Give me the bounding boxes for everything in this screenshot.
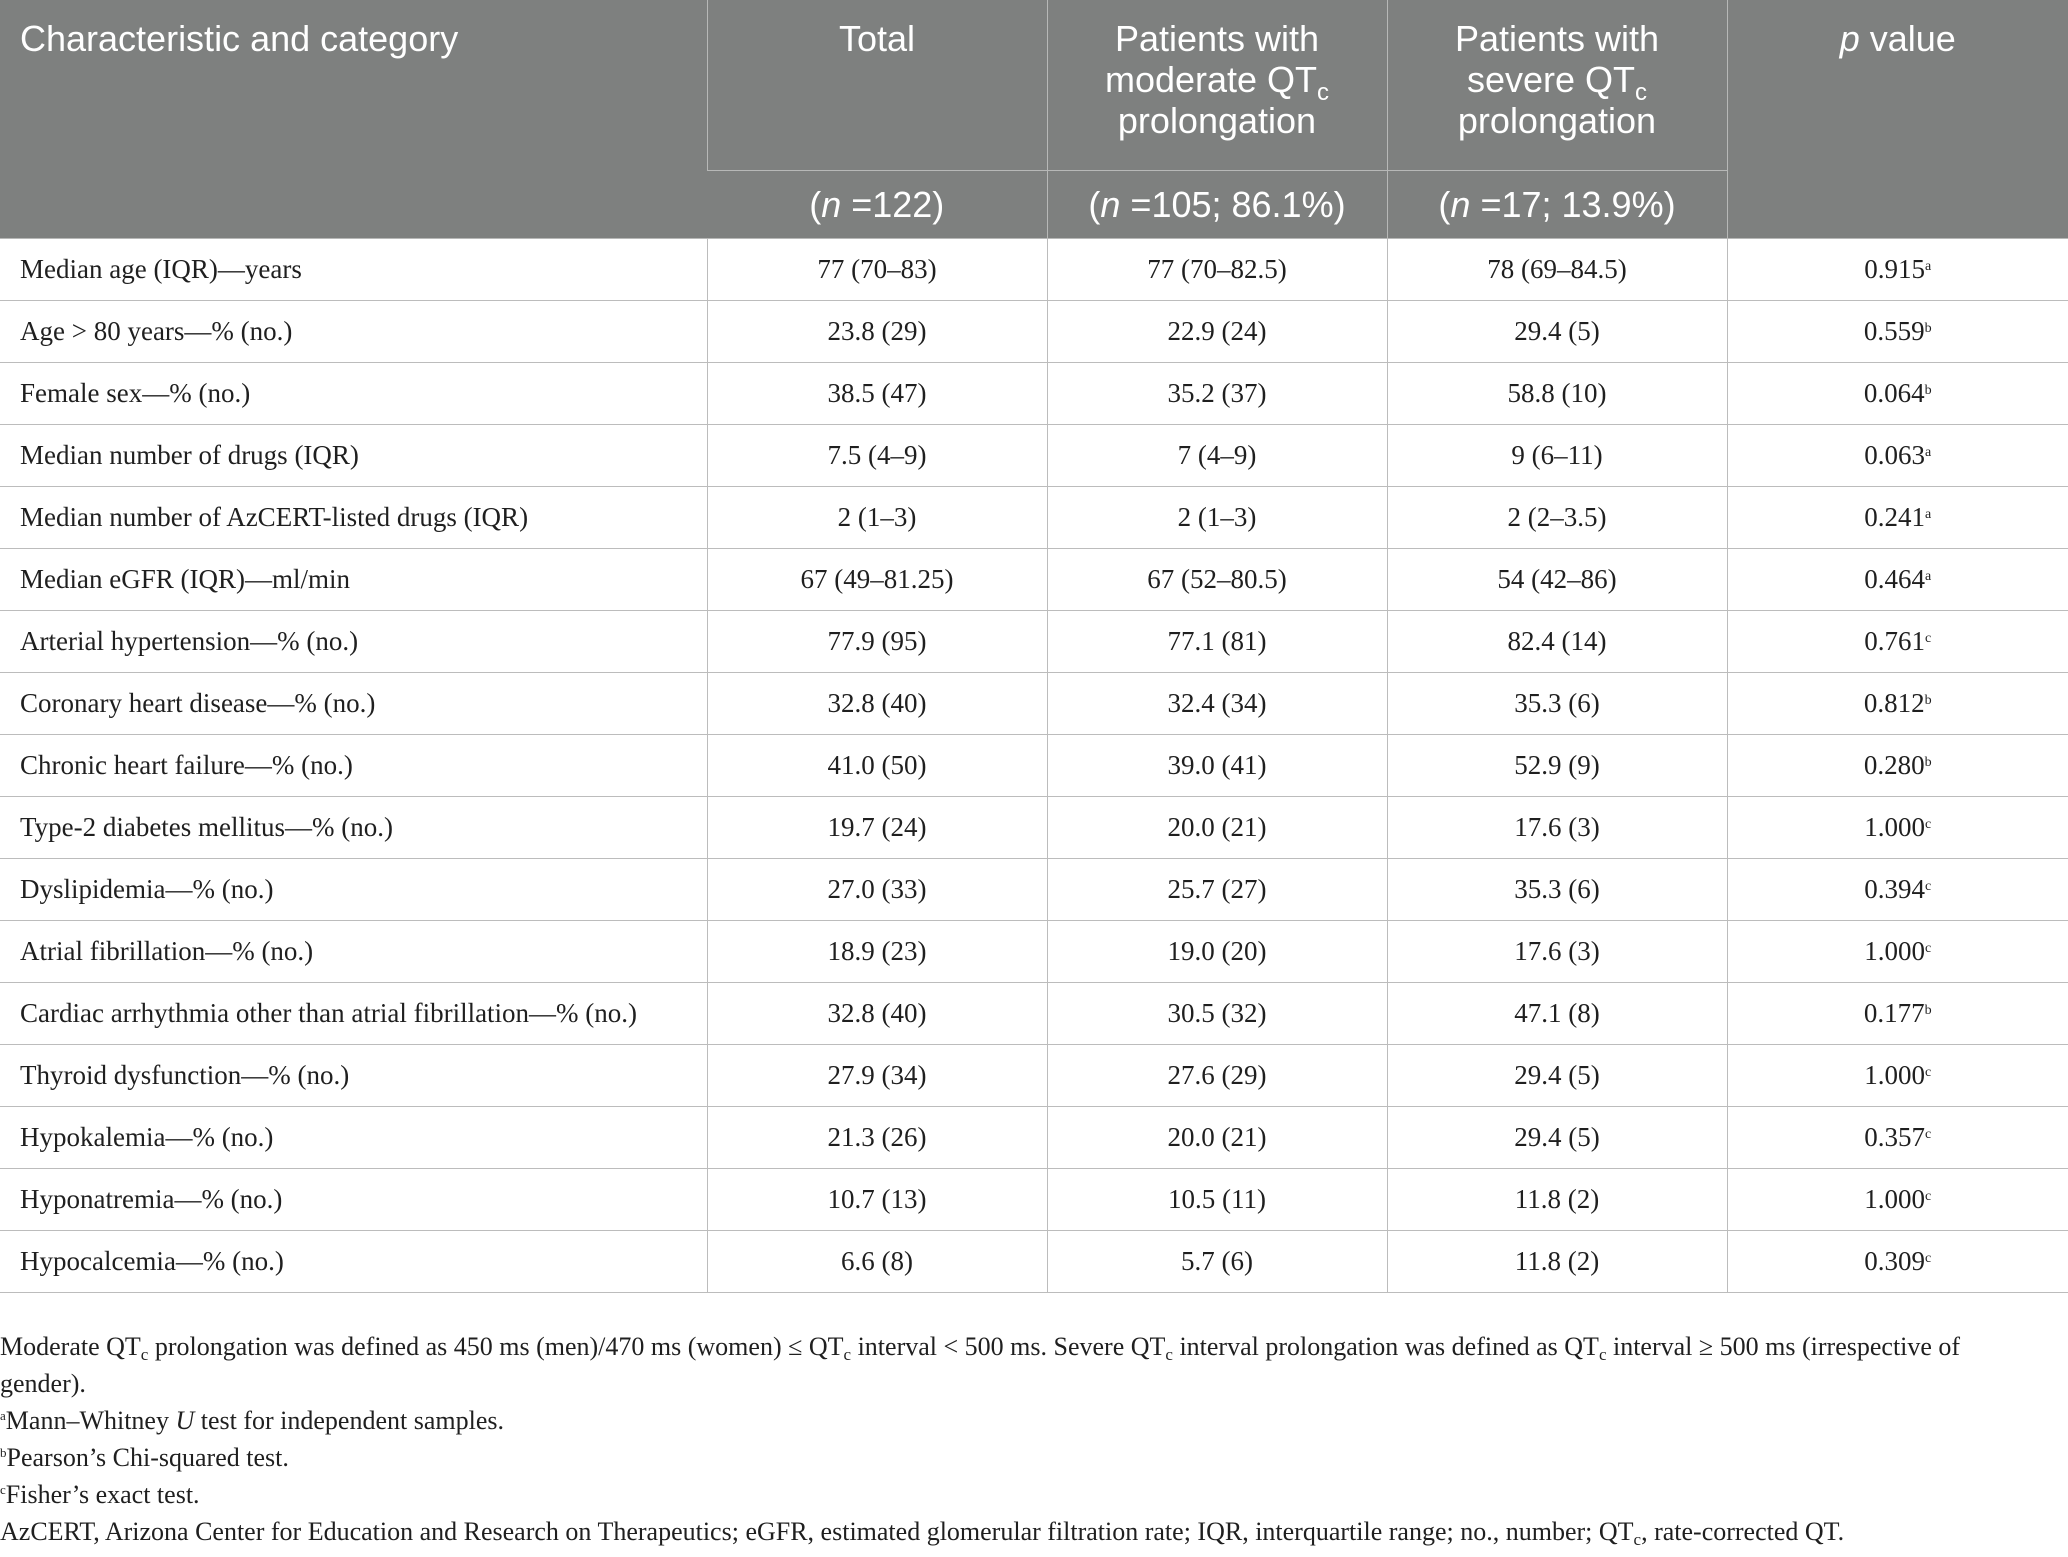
cell-severe-text: 54 (42–86) (1497, 564, 1617, 594)
cell-p-value (1727, 301, 2068, 363)
cell-severe-text: 52.9 (9) (1514, 750, 1600, 780)
cell-moderate-text: 7 (4–9) (1177, 440, 1257, 470)
header-p-rest: value (1859, 18, 1956, 59)
cell-severe (1387, 921, 1727, 983)
cell-p-value-text: 0.177 (1863, 998, 1925, 1028)
cell-total (707, 1169, 1047, 1231)
cell-severe-text: 9 (6–11) (1511, 440, 1603, 470)
def-part-1: Moderate QT (0, 1332, 141, 1361)
total-n-value: =122) (841, 184, 945, 225)
cell-total-text: 27.9 (34) (827, 1060, 927, 1090)
header-characteristic-label: Characteristic and category (20, 18, 459, 59)
cell-moderate (1047, 797, 1387, 859)
row-label (0, 921, 707, 983)
cell-p-value (1727, 363, 2068, 425)
cell-p-value-text: 1.000 (1864, 812, 1926, 842)
cell-moderate (1047, 1045, 1387, 1107)
table-row (0, 1107, 2068, 1169)
footnote-a-text: Mann–Whitney (5, 1406, 176, 1435)
header-severe-n: (n =17; 13.9%) (1387, 171, 1727, 239)
cell-p-value (1727, 797, 2068, 859)
row-label-text: Hypokalemia—% (no.) (20, 1122, 274, 1152)
row-label-text: Hypocalcemia—% (no.) (20, 1246, 284, 1276)
p-value-footnote-mark: c (1925, 941, 1932, 956)
cell-p-value (1727, 1231, 2068, 1293)
p-value-footnote-mark: a (1925, 445, 1932, 460)
cell-total-text: 2 (1–3) (837, 502, 917, 532)
row-label (0, 859, 707, 921)
cell-p-value (1727, 487, 2068, 549)
cell-severe (1387, 1107, 1727, 1169)
cell-moderate-text: 67 (52–80.5) (1147, 564, 1287, 594)
cell-p-value-text: 0.280 (1863, 750, 1925, 780)
n-italic: n (821, 184, 842, 225)
header-total (707, 0, 1047, 171)
cell-p-value (1727, 1107, 2068, 1169)
def-sub-1: c (140, 1345, 149, 1364)
cell-p-value (1727, 611, 2068, 673)
cell-total-text: 6.6 (8) (841, 1246, 913, 1276)
header-total-n: (n =122) (707, 171, 1047, 239)
cell-total-text: 18.9 (23) (827, 936, 927, 966)
cell-moderate-text: 10.5 (11) (1168, 1184, 1266, 1214)
abbrev-text-end: , rate-corrected QT. (1641, 1517, 1845, 1546)
footnote-b (0, 1439, 2050, 1476)
row-label-text: Dyslipidemia—% (no.) (20, 874, 274, 904)
footnote-a-text-end: test for independent samples. (194, 1406, 505, 1435)
p-value-footnote-mark: b (1924, 321, 1932, 336)
abbreviations-note (0, 1513, 2050, 1550)
cell-severe-text: 35.3 (6) (1514, 688, 1600, 718)
header-severe-suffix: prolongation (1457, 100, 1657, 141)
cell-total (707, 239, 1047, 301)
cell-severe (1387, 673, 1727, 735)
p-value-footnote-mark: b (1924, 383, 1932, 398)
row-label-text: Age > 80 years—% (no.) (20, 316, 293, 346)
cell-total-text: 32.8 (40) (827, 998, 927, 1028)
table-row (0, 735, 2068, 797)
cell-p-value (1727, 921, 2068, 983)
cell-moderate-text: 32.4 (34) (1167, 688, 1267, 718)
row-label-text: Median number of AzCERT-listed drugs (IQR) (20, 502, 529, 532)
row-label (0, 735, 707, 797)
cell-severe (1387, 859, 1727, 921)
cell-severe (1387, 983, 1727, 1045)
cell-p-value-text: 0.812 (1863, 688, 1925, 718)
cell-severe (1387, 301, 1727, 363)
p-value-footnote-mark: a (1925, 507, 1932, 522)
cell-severe (1387, 1169, 1727, 1231)
p-value-footnote-mark: a (1925, 569, 1932, 584)
row-label-text: Atrial fibrillation—% (no.) (20, 936, 314, 966)
header-moderate-suffix: prolongation (1117, 100, 1317, 141)
header-moderate-label: Patients with moderate QT (1104, 18, 1320, 100)
abbrev-text: AzCERT, Arizona Center for Education and Research on Therapeutics; eGFR, estimated glomerular filtration rate; IQR, interquartile range; no., number; QT (0, 1517, 1634, 1546)
cell-moderate-text: 2 (1–3) (1177, 502, 1257, 532)
cell-severe-text: 58.8 (10) (1507, 378, 1607, 408)
header-p-italic: p (1839, 18, 1860, 59)
header-severe (1387, 0, 1727, 171)
row-label (0, 301, 707, 363)
row-label-text: Thyroid dysfunction—% (no.) (20, 1060, 350, 1090)
cell-p-value-text: 0.761 (1864, 626, 1926, 656)
cell-moderate-text: 5.7 (6) (1181, 1246, 1253, 1276)
p-value-footnote-mark: a (1925, 259, 1932, 274)
row-label (0, 797, 707, 859)
cell-severe-text: 11.8 (2) (1514, 1246, 1600, 1276)
cell-total-text: 10.7 (13) (827, 1184, 927, 1214)
cell-moderate (1047, 425, 1387, 487)
cell-moderate (1047, 1169, 1387, 1231)
cell-p-value (1727, 859, 2068, 921)
cell-p-value-text: 1.000 (1864, 1184, 1926, 1214)
p-value-footnote-mark: b (1924, 1003, 1932, 1018)
footnote-a (0, 1402, 2050, 1439)
cell-total (707, 735, 1047, 797)
footnote-b-mark: b (0, 1445, 7, 1460)
header-moderate-n: (n =105; 86.1%) (1047, 171, 1387, 239)
cell-p-value (1727, 1045, 2068, 1107)
p-value-footnote-mark: c (1925, 879, 1932, 894)
abbrev-sub: c (1633, 1530, 1642, 1549)
table-row (0, 921, 2068, 983)
cell-moderate-text: 20.0 (21) (1167, 812, 1267, 842)
row-label (0, 1045, 707, 1107)
cell-total (707, 983, 1047, 1045)
header-p-value (1727, 0, 2068, 239)
p-value-footnote-mark: b (1924, 693, 1932, 708)
cell-severe-text: 78 (69–84.5) (1487, 254, 1627, 284)
cell-moderate (1047, 673, 1387, 735)
p-value-footnote-mark: c (1925, 1127, 1932, 1142)
cell-p-value-text: 0.559 (1863, 316, 1925, 346)
cell-moderate-text: 20.0 (21) (1167, 1122, 1267, 1152)
cell-moderate-text: 27.6 (29) (1167, 1060, 1267, 1090)
definition-note (0, 1328, 2050, 1402)
cell-severe (1387, 735, 1727, 797)
cell-p-value-text: 0.915 (1864, 254, 1926, 284)
cell-severe (1387, 363, 1727, 425)
cell-total (707, 859, 1047, 921)
row-label (0, 549, 707, 611)
cell-moderate (1047, 301, 1387, 363)
cell-p-value (1727, 673, 2068, 735)
table-row (0, 425, 2068, 487)
p-value-footnote-mark: c (1925, 817, 1932, 832)
cell-moderate (1047, 239, 1387, 301)
row-label-text: Hyponatremia—% (no.) (20, 1184, 283, 1214)
cell-moderate-text: 77.1 (81) (1167, 626, 1267, 656)
header-moderate-sub: c (1317, 79, 1330, 106)
header-moderate (1047, 0, 1387, 171)
row-label-text: Cardiac arrhythmia other than atrial fibrillation—% (no.) (20, 998, 638, 1028)
row-label (0, 611, 707, 673)
cell-moderate-text: 22.9 (24) (1167, 316, 1267, 346)
cell-p-value-text: 0.064 (1863, 378, 1925, 408)
p-value-footnote-mark: b (1924, 755, 1932, 770)
cell-severe-text: 82.4 (14) (1507, 626, 1607, 656)
cell-total-text: 21.3 (26) (827, 1122, 927, 1152)
cell-total (707, 1107, 1047, 1169)
table-row (0, 363, 2068, 425)
cell-severe (1387, 549, 1727, 611)
def-sub-3: c (1165, 1345, 1173, 1364)
cell-total (707, 301, 1047, 363)
row-label-text: Median eGFR (IQR)—ml/min (20, 564, 350, 594)
table-row (0, 301, 2068, 363)
cell-p-value (1727, 425, 2068, 487)
table-header (0, 0, 2068, 239)
row-label (0, 1107, 707, 1169)
header-severe-sub: c (1635, 79, 1648, 106)
cell-moderate-text: 77 (70–82.5) (1147, 254, 1287, 284)
cell-severe (1387, 1045, 1727, 1107)
cell-p-value-text: 0.357 (1864, 1122, 1926, 1152)
table-row (0, 797, 2068, 859)
row-label (0, 363, 707, 425)
row-label (0, 487, 707, 549)
cell-severe-text: 29.4 (5) (1514, 1060, 1600, 1090)
header-severe-label: Patients with severe QT (1454, 18, 1660, 100)
cell-total (707, 425, 1047, 487)
cell-severe-text: 17.6 (3) (1514, 936, 1600, 966)
p-value-footnote-mark: c (1925, 1065, 1932, 1080)
header-total-label: Total (838, 18, 916, 59)
cell-moderate-text: 35.2 (37) (1167, 378, 1267, 408)
cell-total (707, 363, 1047, 425)
row-label (0, 673, 707, 735)
p-value-footnote-mark: c (1925, 1251, 1932, 1266)
cell-total (707, 611, 1047, 673)
cell-severe-text: 2 (2–3.5) (1507, 502, 1607, 532)
cell-moderate (1047, 549, 1387, 611)
cell-moderate-text: 19.0 (20) (1167, 936, 1267, 966)
cell-severe-text: 35.3 (6) (1514, 874, 1600, 904)
row-label (0, 983, 707, 1045)
row-label-text: Median number of drugs (IQR) (20, 440, 359, 470)
cell-moderate (1047, 487, 1387, 549)
cell-p-value (1727, 983, 2068, 1045)
cell-severe-text: 29.4 (5) (1514, 1122, 1600, 1152)
cell-total (707, 673, 1047, 735)
header-characteristic (0, 0, 707, 239)
cell-p-value-text: 0.241 (1864, 502, 1926, 532)
cell-total-text: 19.7 (24) (827, 812, 927, 842)
row-label (0, 1231, 707, 1293)
cell-severe-text: 29.4 (5) (1514, 316, 1600, 346)
footnote-c-text: Fisher’s exact test. (5, 1480, 200, 1509)
def-part-3: interval < 500 ms. Severe QT (851, 1332, 1166, 1361)
p-value-footnote-mark: c (1925, 631, 1932, 646)
cell-total-text: 32.8 (40) (827, 688, 927, 718)
cell-p-value (1727, 549, 2068, 611)
table-row (0, 859, 2068, 921)
table-row (0, 487, 2068, 549)
footnote-a-mark: a (0, 1408, 6, 1423)
n-italic: n (1100, 184, 1121, 225)
cell-moderate (1047, 1107, 1387, 1169)
row-label (0, 239, 707, 301)
cell-p-value-text: 0.063 (1864, 440, 1926, 470)
n-italic: n (1450, 184, 1471, 225)
cell-total-text: 77.9 (95) (827, 626, 927, 656)
table-row (0, 673, 2068, 735)
table-row (0, 983, 2068, 1045)
moderate-n-value: =105; 86.1%) (1120, 184, 1346, 225)
cell-total-text: 38.5 (47) (827, 378, 927, 408)
def-part-2: prolongation was defined as 450 ms (men)/470 ms (women) ≤ QT (148, 1332, 844, 1361)
cell-p-value-text: 0.394 (1864, 874, 1926, 904)
cell-moderate-text: 25.7 (27) (1167, 874, 1267, 904)
table-row (0, 549, 2068, 611)
cell-p-value-text: 0.309 (1864, 1246, 1926, 1276)
cell-total-text: 77 (70–83) (817, 254, 937, 284)
cell-moderate (1047, 859, 1387, 921)
cell-severe-text: 17.6 (3) (1514, 812, 1600, 842)
cell-total (707, 487, 1047, 549)
cell-moderate (1047, 735, 1387, 797)
row-label-text: Arterial hypertension—% (no.) (20, 626, 359, 656)
def-sub-2: c (843, 1345, 852, 1364)
cell-total-text: 7.5 (4–9) (827, 440, 927, 470)
row-label-text: Coronary heart disease—% (no.) (20, 688, 376, 718)
severe-n-value: =17; 13.9%) (1470, 184, 1676, 225)
table-row (0, 1169, 2068, 1231)
cell-total-text: 23.8 (29) (827, 316, 927, 346)
cell-severe-text: 11.8 (2) (1514, 1184, 1600, 1214)
cell-total (707, 1231, 1047, 1293)
cell-total-text: 41.0 (50) (827, 750, 927, 780)
row-label (0, 425, 707, 487)
cell-severe (1387, 611, 1727, 673)
cell-p-value (1727, 735, 2068, 797)
def-part-4: interval prolongation was defined as QT (1172, 1332, 1599, 1361)
cell-total (707, 921, 1047, 983)
row-label-text: Female sex—% (no.) (20, 378, 251, 408)
cell-moderate (1047, 1231, 1387, 1293)
cell-severe (1387, 425, 1727, 487)
table-row (0, 611, 2068, 673)
footnote-c (0, 1476, 2050, 1513)
p-value-footnote-mark: c (1925, 1189, 1932, 1204)
table-body (0, 239, 2068, 1293)
cell-moderate (1047, 983, 1387, 1045)
def-part-5: interval ≥ 500 ms (irrespective of gender). (0, 1332, 1961, 1398)
footnote-a-italic: U (175, 1406, 195, 1435)
cell-p-value (1727, 1169, 2068, 1231)
cell-moderate (1047, 363, 1387, 425)
table-row (0, 1045, 2068, 1107)
table-row (0, 239, 2068, 301)
row-label-text: Median age (IQR)—years (20, 254, 302, 284)
cell-moderate (1047, 611, 1387, 673)
cell-total-text: 27.0 (33) (827, 874, 927, 904)
cell-moderate-text: 30.5 (32) (1167, 998, 1267, 1028)
cell-total (707, 1045, 1047, 1107)
cell-severe (1387, 487, 1727, 549)
cell-p-value-text: 1.000 (1864, 936, 1926, 966)
table-row (0, 1231, 2068, 1293)
table-footnotes (0, 1328, 2050, 1550)
footnote-b-text: Pearson’s Chi-squared test. (6, 1443, 289, 1472)
cell-p-value-text: 0.464 (1864, 564, 1926, 594)
row-label-text: Chronic heart failure—% (no.) (20, 750, 353, 780)
cell-moderate (1047, 921, 1387, 983)
row-label (0, 1169, 707, 1231)
row-label-text: Type-2 diabetes mellitus—% (no.) (20, 812, 394, 842)
cell-p-value-text: 1.000 (1864, 1060, 1926, 1090)
footnote-c-mark: c (0, 1482, 6, 1497)
def-sub-4: c (1598, 1345, 1607, 1364)
cell-total (707, 549, 1047, 611)
cell-total (707, 797, 1047, 859)
cell-p-value (1727, 239, 2068, 301)
cell-severe (1387, 797, 1727, 859)
cell-severe-text: 47.1 (8) (1514, 998, 1600, 1028)
cell-moderate-text: 39.0 (41) (1167, 750, 1267, 780)
cell-severe (1387, 239, 1727, 301)
cell-total-text: 67 (49–81.25) (800, 564, 954, 594)
cell-severe (1387, 1231, 1727, 1293)
